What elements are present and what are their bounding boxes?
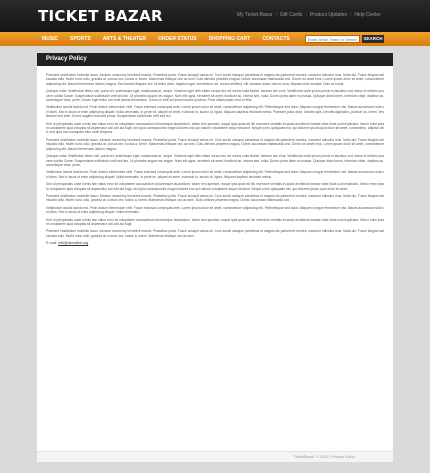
page-title-bar xyxy=(37,53,393,66)
policy-paragraph: Praesent vestibulum molestie lacus. Aenean nonummy hendrerit mauris. Phasellus porta. Fusce suscipit varius mi. Cum sociis natoque penatibus et magnis dis parturient montes, nascetur ridiculus mus. Nulla dui. Fusce feugiat malesuada odio. Morbi nunc odio, gravida at, cursus nec, luctus a, lorem. Maecenas tristique orci ac sem. Duis ultricies pharetra magna. Donec accumsan malesuada orci. Donec sit amet eros. Lorem ipsum dolor sit amet, consectetuer adipiscing elit. Mauris fermentum dictum magna. Sed laoreet aliquam leo. Ut tellus dolor, dapibus eget, elementum vel, cursus eleifend, elit. Aenean auctor wisi et urna. Aliquam erat volutpat. Duis ac turpis. xyxy=(46,73,384,86)
policy-paragraph: Sed ut perspiciatis unde omnis iste natus error sit voluptatem accusantium doloremque laudantium, totam rem aperiam, eaque ipsa quae ab illo inventore veritatis et quasi architecto beatae vitae dicta sunt explicabo. Nemo enim ipsam voluptatem quia voluptas sit aspernatur aut odit aut fugit, sed quia consequuntur magni dolores eos qui ratione voluptatem sequi nesciunt. Neque porro quisquam est, qui dolorem ipsum quia dolor sit amet, consectetur, adipisci velit, sed quia non numquam eius modi tempora. xyxy=(46,121,384,135)
nav-item-shopping-cart[interactable]: SHOPPING CART xyxy=(208,36,251,42)
policy-paragraph: Vestibulum iaculis lacinia est. Proin dictum elementum velit. Fusce euismod consequat ante. Lorem ipsum dolor sit amet, consectetuer adipiscing elit. Pellentesque sed dolor. Aliquam congue fermentum nisl. Mauris accumsan nulla vel diam. Sed in lacus ut enim adipiscing aliquet. Nulla venenatis. In pede mi, aliquet sit amet, euismod in, auctor ut, ligula. Aliquam dapibus tincidunt metus. Praesent justo dolor, lobortis quis, lobortis dignissim, pulvinar ac, lorem. Vestibulum sed ante. Donec sagittis euismod purus. Suspendisse sollicitudin velit sed leo. xyxy=(46,105,384,119)
nav-item-music[interactable]: MUSIC xyxy=(42,36,59,42)
top-link-separator: | xyxy=(305,12,307,18)
top-link-product-updates[interactable]: Product Updates xyxy=(309,12,347,18)
footer xyxy=(37,451,393,462)
search-input[interactable] xyxy=(305,35,360,43)
nav-item-contacts[interactable]: CONTACTS xyxy=(262,36,290,42)
main-nav xyxy=(0,32,430,46)
content-panel xyxy=(37,53,393,462)
policy-body xyxy=(37,66,393,245)
policy-paragraph: Vestibulum iaculis lacinia est. Proin dictum elementum velit. Fusce euismod consequat ante. Lorem ipsum dolor sit amet, consectetuer adipiscing elit. Pellentesque sed dolor. Aliquam congue fermentum nisl. Mauris accumsan nulla vel diam. Sed in lacus ut enim adipiscing aliquet. Nulla venenatis. In pede mi, aliquet sit amet, euismod in, auctor ut, ligula. Aliquam dapibus tincidunt metus. xyxy=(46,170,384,179)
top-link-gift-cards[interactable]: Gift Cards xyxy=(279,12,303,18)
page-title: Privacy Policy xyxy=(46,56,87,62)
nav-item-sports[interactable]: SPORTS xyxy=(70,36,91,42)
policy-paragraph: Quisque nulla. Vestibulum libero nisl, porta vel, scelerisque eget, malesuada at, neque. Vivamus eget nibh etiam cursus leo vel metus nulla facilisi. aenean nec eros. Vestibulum ante ipsum primis in faucibus orci luctus et ultrices posuere cubilia Curae; Suspendisse sollicitudin velit sed leo. Ut pharetra augue nec augue. Nam elit agna, hendrerit sit amet, tincidunt ac, viverra sed, nulla. Donec porta diam eu massa. Quisque diam lorem, interdum vitae, dapibus ac, scelerisque vitae, pede. xyxy=(46,154,384,167)
nav-item-order-status[interactable]: ORDER STATUS xyxy=(157,36,197,42)
footer-text: "TicketBazar" © 2011 | Privacy Policy xyxy=(292,455,355,459)
top-link-my-ticket-bazar[interactable]: My Ticket Bazar xyxy=(237,12,273,18)
top-links xyxy=(234,12,384,18)
policy-paragraph: Praesent vestibulum molestie lacus. Aenean nonummy hendrerit mauris. Phasellus porta. Fusce suscipit varius mi. Cum sociis natoque penatibus et magnis dis parturient montes, nascetur ridiculus mus. Nulla dui. Fusce feugiat malesuada odio. Morbi nunc odio, gravida at, cursus nec, luctus a, lorem. Maecenas tristique orci ac sem. xyxy=(46,229,384,238)
site-header xyxy=(0,0,430,32)
nav-items xyxy=(36,32,296,46)
top-link-help-center[interactable]: Help Center xyxy=(354,12,381,18)
contact-email xyxy=(46,241,384,245)
top-link-separator: | xyxy=(350,12,352,18)
policy-paragraph: Quisque nulla. Vestibulum libero nisl, porta vel, scelerisque eget, malesuada at, neque. Vivamus eget nibh etiam cursus leo vel metus nulla facilisi. aenean nec eros. Vestibulum ante ipsum primis in faucibus orci luctus et ultrices posuere cubilia Curae; Suspendisse sollicitudin velit sed leo. Ut pharetra augue nec augue. Nam elit agna, hendrerit sit amet, tincidunt ac, viverra sed, nulla. Donec porta diam eu massa. Quisque diam lorem, interdum vitae, dapibus ac, scelerisque vitae, pede. Donec eget tellus non erat lacinia fermentum. Donec in velit vel ipsum auctor pulvinar. Proin ullamcorper urna et felis. xyxy=(46,89,384,103)
email-label: E-mail: xyxy=(46,241,58,246)
policy-paragraph: Sed ut perspiciatis unde omnis iste natus error sit voluptatem accusantium doloremque laudantium, totam rem aperiam, eaque ipsa quae ab illo inventore veritatis et quasi architecto beatae vitae dicta sunt explicabo. Nemo enim ipsam voluptatem quia voluptas sit aspernatur aut odit aut fugit, sed quia consequuntur magni dolores eos qui ratione voluptatem sequi nesciunt. Neque porro quisquam est, qui dolorem ipsum quia dolor sit amet. xyxy=(46,182,384,191)
top-link-separator: | xyxy=(275,12,277,18)
site-logo[interactable]: TICKET BAZAR xyxy=(38,7,163,25)
policy-paragraph: Praesent vestibulum molestie lacus. Aenean nonummy hendrerit mauris. Phasellus porta. Fusce suscipit varius mi. Cum sociis natoque penatibus et magnis dis parturient montes, nascetur ridiculus mus. Nulla dui. Fusce feugiat malesuada odio. Morbi nunc odio, gravida at, cursus nec, luctus a, lorem. Maecenas tristique orci ac sem. Duis ultricies pharetra magna. Donec accumsan malesuada orci. Donec sit amet eros. Lorem ipsum dolor sit amet, consectetuer adipiscing elit. Mauris fermentum dictum magna. xyxy=(46,137,384,151)
policy-paragraph: Vestibulum iaculis lacinia est. Proin dictum elementum velit. Fusce euismod consequat ante. Lorem ipsum dolor sit amet, consectetuer adipiscing elit. Pellentesque sed dolor. Aliquam congue fermentum nisl. Mauris accumsan nulla vel diam. Sed in lacus ut enim adipiscing aliquet. Nulla venenatis. xyxy=(46,205,384,215)
policy-paragraph: Praesent vestibulum molestie lacus. Aenean nonummy hendrerit mauris. Phasellus porta. Fusce suscipit varius mi. Cum sociis natoque penatibus et magnis dis parturient montes, nascetur ridiculus mus. Nulla dui. Fusce feugiat malesuada odio. Morbi nunc odio, gravida at, cursus nec, luctus a, lorem. Maecenas tristique orci ac sem. Duis ultricies pharetra magna. Donec accumsan malesuada orci. xyxy=(46,193,384,203)
search-button[interactable]: SEARCH xyxy=(363,36,383,41)
nav-item-arts-theater[interactable]: ARTS & THEATER xyxy=(102,36,146,42)
policy-paragraph: Sed ut perspiciatis unde omnis iste natus error sit voluptatem accusantium doloremque laudantium, totam rem aperiam, eaque ipsa quae ab illo inventore veritatis et quasi architecto beatae vitae dicta sunt explicabo. Nemo enim ipsam voluptatem quia voluptas sit aspernatur aut odit aut fugit. xyxy=(46,217,384,226)
email-link[interactable]: info@demolink.org xyxy=(58,241,89,246)
